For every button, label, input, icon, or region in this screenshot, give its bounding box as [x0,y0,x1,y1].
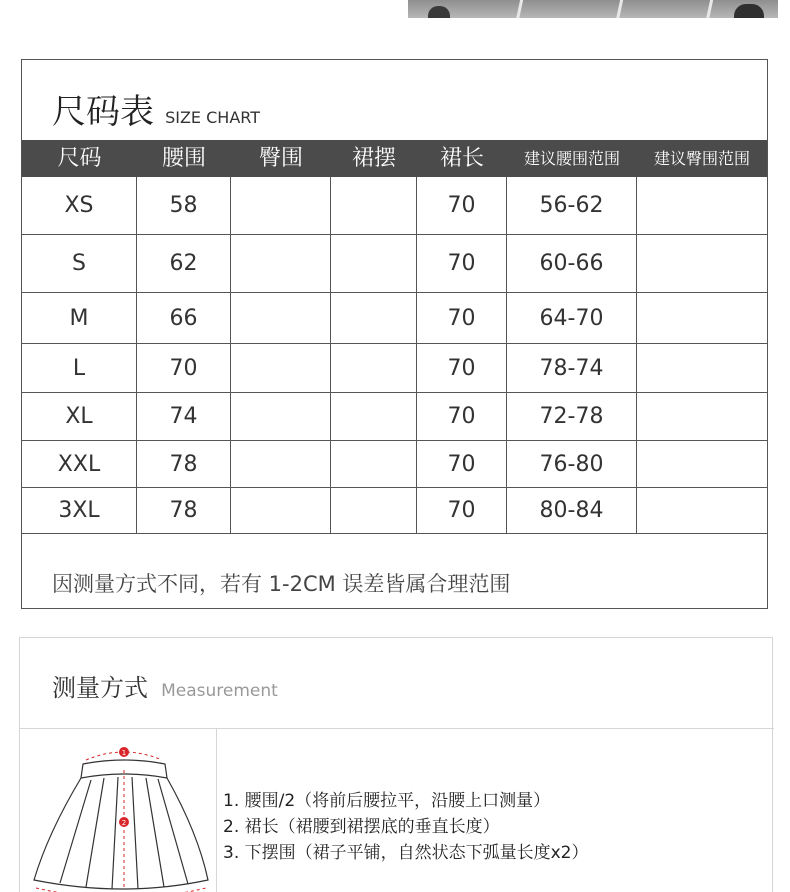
cell-suggested-waist: 64-70 [507,293,637,343]
size-table-header [22,140,767,177]
cell-length: 70 [417,344,507,392]
cell-length: 70 [417,177,507,234]
cell-hip [231,293,331,343]
cell-suggested-hip [637,177,767,234]
table-row [22,177,767,235]
cell-suggested-waist: 78-74 [507,344,637,392]
size-chart-title [52,84,260,133]
cell-waist: 62 [137,235,231,292]
measurement-steps [223,788,589,866]
cell-size: XL [22,393,137,440]
cell-hip [231,235,331,292]
cell-length: 70 [417,441,507,487]
table-row [22,488,767,534]
step-waist: 1. 腰围/2（将前后腰拉平，沿腰上口测量） [223,791,551,811]
cell-waist: 74 [137,393,231,440]
cell-waist: 66 [137,293,231,343]
header-hip: 臀围 [258,146,303,171]
table-row [22,393,767,441]
step-hem: 3. 下摆围（裙子平铺，自然状态下弧量长度x2） [223,843,589,863]
cell-suggested-hip [637,441,767,487]
cell-suggested-waist: 76-80 [507,441,637,487]
cell-suggested-waist: 60-66 [507,235,637,292]
cell-size: M [22,293,137,343]
table-row [22,235,767,293]
cell-suggested-waist: 72-78 [507,393,637,440]
cell-hip [231,488,331,533]
measurement-title [52,668,278,703]
header-waist: 腰围 [161,146,206,171]
header-suggested-waist: 建议腰围范围 [523,149,620,168]
product-photo-strip [408,0,778,18]
measurement-vertical-divider [216,728,217,892]
cell-suggested-waist: 80-84 [507,488,637,533]
cell-hem [331,235,417,292]
cell-hip [231,177,331,234]
cell-waist: 58 [137,177,231,234]
table-row [22,293,767,344]
cell-length: 70 [417,235,507,292]
cell-size: 3XL [22,488,137,533]
marker-1-label: 1 [121,749,127,757]
cell-hip [231,393,331,440]
marker-2-label: 2 [121,819,127,827]
cell-length: 70 [417,488,507,533]
cell-hem [331,344,417,392]
cell-waist: 78 [137,488,231,533]
cell-suggested-hip [637,293,767,343]
cell-hip [231,441,331,487]
step-length: 2. 裙长（裙腰到裙摆底的垂直长度） [223,817,500,837]
cell-length: 70 [417,293,507,343]
cell-hip [231,344,331,392]
cell-waist: 70 [137,344,231,392]
cell-hem [331,393,417,440]
cell-size: XS [22,177,137,234]
cell-size: XXL [22,441,137,487]
size-chart-title-en: SIZE CHART [165,108,260,127]
cell-suggested-waist: 56-62 [507,177,637,234]
cell-size: S [22,235,137,292]
cell-hem [331,293,417,343]
cell-suggested-hip [637,344,767,392]
table-row [22,344,767,393]
header-length: 裙长 [439,146,484,171]
cell-hem [331,441,417,487]
cell-suggested-hip [637,393,767,440]
measurement-note: 因测量方式不同，若有 1-2CM 误差皆属合理范围 [52,572,511,596]
size-chart-panel [21,59,768,609]
header-hem: 裙摆 [351,146,396,171]
size-chart-title-zh: 尺码表 [52,92,154,132]
cell-length: 70 [417,393,507,440]
measurement-divider [20,728,774,729]
cell-waist: 78 [137,441,231,487]
skirt-diagram [28,738,214,892]
cell-size: L [22,344,137,392]
measurement-title-zh: 测量方式 [52,674,148,702]
table-row [22,441,767,488]
cell-hem [331,177,417,234]
measurement-title-en: Measurement [161,681,278,701]
header-size: 尺码 [57,146,102,171]
cell-suggested-hip [637,235,767,292]
cell-hem [331,488,417,533]
measurement-panel [19,637,773,892]
cell-suggested-hip [637,488,767,533]
header-suggested-hip: 建议臀围范围 [653,149,750,168]
